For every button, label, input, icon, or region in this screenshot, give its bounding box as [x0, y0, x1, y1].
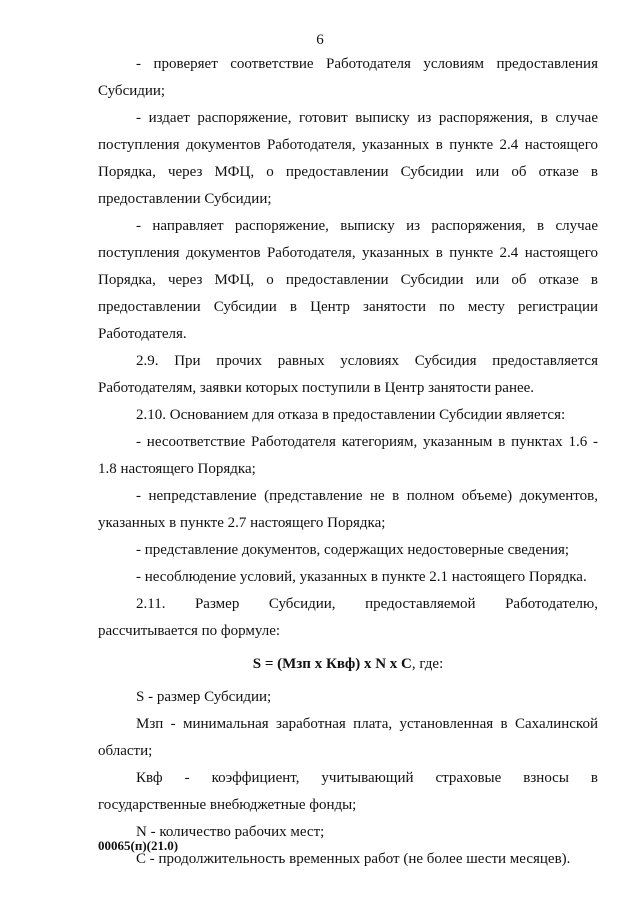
paragraph: N - количество рабочих мест;: [136, 824, 325, 840]
subsidy-formula: [98, 651, 598, 678]
paragraph: - представление документов, содержащих недостоверные сведения;: [136, 542, 570, 558]
paragraph: - проверяет соответствие Работодателя условиям предоставления Субсидии;: [98, 56, 598, 99]
paragraph: - направляет распоряжение, выписку из распоряжения, в случае поступления документов Работодателя, указанных в пункте 2.4 настоящего Порядка, через МФЦ, о предоставлении Субсидии или об отказе в предоставлении Субсидии в Центр занятости по месту регистрации Работодателя.: [98, 218, 598, 342]
paragraph: 2.10. Основанием для отказа в предоставлении Субсидии является:: [136, 407, 566, 423]
formula-tail: , где:: [411, 656, 444, 672]
paragraph: - издает распоряжение, готовит выписку из распоряжения, в случае поступления документов Работодателя, указанных в пункте 2.4 настоящего Порядка, через МФЦ, о предоставлении Субсидии или об отказе в предоставлении Субсидии;: [98, 110, 598, 207]
page-number: 6: [316, 32, 324, 48]
paragraph: С - продолжительность временных работ (не более шести месяцев).: [136, 851, 571, 867]
paragraph: 2.11. Размер Субсидии, предоставляемой Работодателю, рассчитывается по формуле:: [98, 596, 598, 639]
paragraph: S - размер Субсидии;: [136, 689, 272, 705]
paragraph: - несоблюдение условий, указанных в пункте 2.1 настоящего Порядка.: [136, 569, 587, 585]
formula-expression: S = (Мзп х Квф) х N х С: [252, 656, 412, 672]
paragraph: 2.9. При прочих равных условиях Субсидия предоставляется Работодателям, заявки которых поступили в Центр занятости ранее.: [98, 353, 598, 396]
footer-code: 00065(п)(21.0): [98, 838, 179, 853]
paragraph: Квф - коэффициент, учитывающий страховые взносы в государственные внебюджетные фонды;: [98, 770, 598, 813]
paragraph: - непредставление (представление не в полном объеме) документов, указанных в пункте 2.7 настоящего Порядка;: [98, 488, 598, 531]
document-body: [98, 51, 598, 873]
paragraph: Мзп - минимальная заработная плата, установленная в Сахалинской области;: [98, 716, 598, 759]
paragraph: - несоответствие Работодателя категориям, указанным в пунктах 1.6 - 1.8 настоящего Порядка;: [98, 434, 598, 477]
